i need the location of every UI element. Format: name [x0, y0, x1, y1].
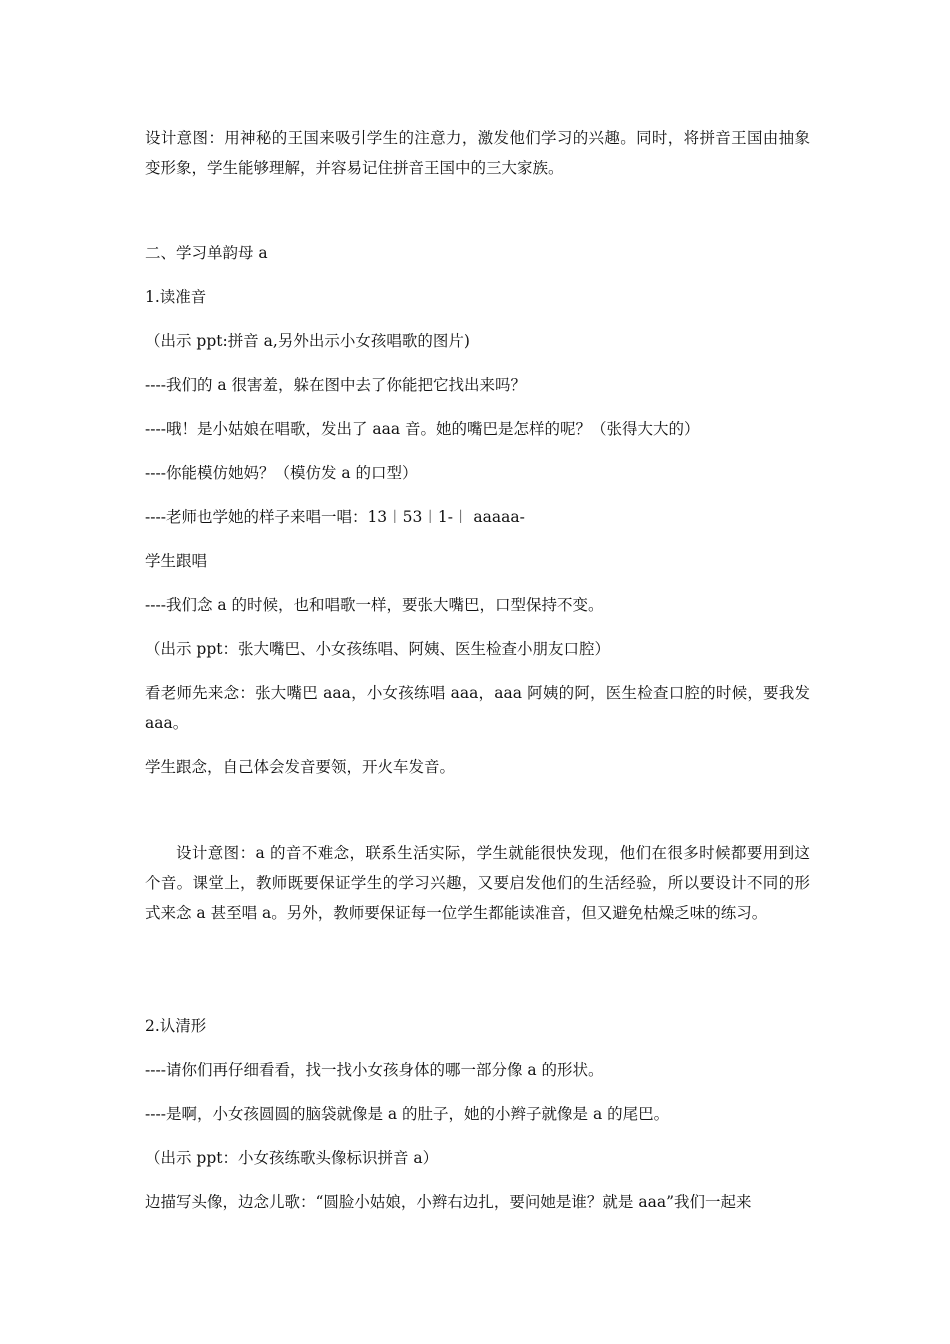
- subheading-pronunciation: 1.读准音: [145, 288, 207, 306]
- teacher-read-paragraph: 看老师先来念：张大嘴巴 aaa，小女孩练唱 aaa，aaa 阿姨的阿，医生检查口腔的时候，要我发 aaa。: [145, 684, 810, 732]
- dialogue-line-6: ----请你们再仔细看看，找一找小女孩身体的哪一部分像 a 的形状。: [145, 1061, 604, 1079]
- design-intent-paragraph-1: 设计意图：用神秘的王国来吸引学生的注意力，激发他们学习的兴趣。同时，将拼音王国由抽象变形象，学生能够理解，并容易记住拼音王国中的三大家族。: [145, 129, 810, 177]
- dialogue-line-2: ----哦！是小姑娘在唱歌，发出了 aaa 音。她的嘴巴是怎样的呢？（张得大大的）: [145, 420, 700, 438]
- ppt-note-1: （出示 ppt:拼音 a,另外出示小女孩唱歌的图片): [145, 332, 470, 350]
- student-sing-along: 学生跟唱: [145, 552, 208, 570]
- section-heading-learn-a: 二、学习单韵母 a: [145, 244, 268, 262]
- dialogue-line-7: ----是啊，小女孩圆圆的脑袋就像是 a 的肚子，她的小辫子就像是 a 的尾巴。: [145, 1105, 670, 1123]
- student-read-paragraph: 学生跟念，自己体会发音要领，开火车发音。: [145, 758, 456, 776]
- ppt-note-3: （出示 ppt：小女孩练歌头像标识拼音 a）: [145, 1149, 439, 1167]
- dialogue-line-3: ----你能模仿她妈？（模仿发 a 的口型）: [145, 464, 418, 482]
- dialogue-line-1: ----我们的 a 很害羞，躲在图中去了你能把它找出来吗？: [145, 376, 527, 394]
- subheading-recognize-shape: 2.认清形: [145, 1017, 207, 1035]
- design-intent-paragraph-2: 设计意图：a 的音不难念，联系生活实际，学生就能很快发现，他们在很多时候都要用到这个音。课堂上，教师既要保证学生的学习兴趣，又要启发他们的生活经验，所以要设计不同的形式来念 a 甚至唱 a。另外，教师要保证每一位学生都能读准音，但又避免枯燥乏味的练习。: [145, 844, 810, 922]
- dialogue-line-5: ----我们念 a 的时候，也和唱歌一样，要张大嘴巴，口型保持不变。: [145, 596, 604, 614]
- rhyme-paragraph: 边描写头像，边念儿歌：“圆脸小姑娘，小辫右边扎，要问她是谁？就是 aaa”我们一起来: [145, 1193, 752, 1211]
- dialogue-line-4: ----老师也学她的样子来唱一唱：13︱53︱1-︱ aaaaa-: [145, 508, 525, 526]
- ppt-note-2: （出示 ppt：张大嘴巴、小女孩练唱、阿姨、医生检查小朋友口腔）: [145, 640, 611, 658]
